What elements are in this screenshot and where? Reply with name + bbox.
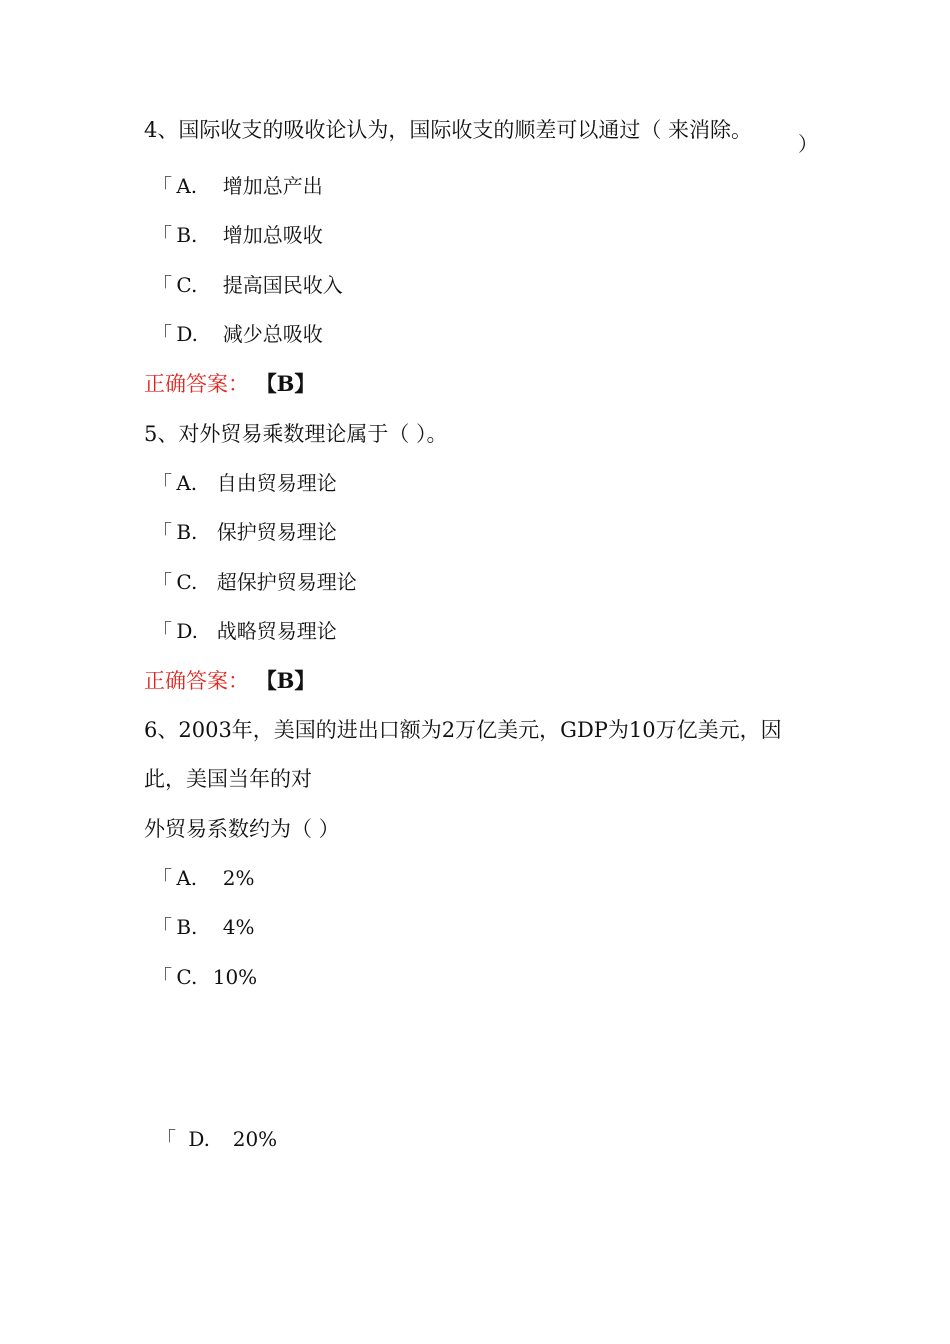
option-letter: C. [176,965,198,989]
option-5a[interactable] [152,469,337,497]
option-text: 超保护贸易理论 [216,570,357,594]
option-letter: A. [176,471,198,495]
option-bracket: 「 [152,174,172,198]
option-4a[interactable] [152,172,323,200]
option-4b[interactable] [152,221,323,249]
question-4-stem: 4、国际收支的吸收论认为，国际收支的顺差可以通过（ 来消除。 [144,118,753,142]
option-5b[interactable] [152,518,337,546]
option-text: 战略贸易理论 [216,619,337,643]
option-bracket: 「 [152,273,172,297]
option-text: 4% [222,915,255,939]
answer-4 [144,370,315,398]
option-bracket: 「 [152,223,172,247]
option-text: 20% [232,1127,278,1151]
option-6a[interactable] [152,864,254,892]
answer-5 [144,667,315,695]
answer-value: 【B】 [255,371,316,396]
option-bracket: 「 [152,915,172,939]
option-bracket: 「 [152,520,172,544]
option-text: 保护贸易理论 [216,520,337,544]
option-4c[interactable] [152,271,343,299]
option-letter: B. [176,520,198,544]
option-bracket: 「 [156,1127,176,1151]
question-4-closing-paren: ） [798,132,818,156]
option-text: 10% [212,965,258,989]
option-letter: D. [188,1127,211,1151]
option-5c[interactable] [152,568,357,596]
option-text: 减少总吸收 [222,322,323,346]
option-letter: C. [176,273,198,297]
option-letter: B. [176,915,198,939]
answer-label: 正确答案： [144,372,249,396]
option-letter: D. [176,322,199,346]
option-bracket: 「 [152,570,172,594]
option-4d[interactable] [152,320,323,348]
option-bracket: 「 [152,471,172,495]
answer-value: 【B】 [255,668,316,693]
option-letter: D. [176,619,199,643]
option-text: 增加总吸收 [222,223,323,247]
option-bracket: 「 [152,322,172,346]
question-6-stem-line3: 外贸易系数约为（ ） [144,817,340,841]
option-letter: A. [176,866,198,890]
option-bracket: 「 [152,619,172,643]
option-letter: B. [176,223,198,247]
option-6d[interactable] [156,1125,277,1153]
question-6-stem-line2: 此，美国当年的对 [144,767,312,791]
option-6b[interactable] [152,913,254,941]
option-text: 2% [222,866,255,890]
answer-label: 正确答案： [144,669,249,693]
question-5-stem: 5、对外贸易乘数理论属于（ ）。 [144,422,448,446]
option-letter: C. [176,570,198,594]
question-6-stem-line1: 6、2003年，美国的进出口额为2万亿美元，GDP为10万亿美元，因 [144,718,782,742]
option-6c[interactable] [152,963,257,991]
option-text: 自由贸易理论 [216,471,337,495]
option-bracket: 「 [152,965,172,989]
option-text: 增加总产出 [222,174,323,198]
option-letter: A. [176,174,198,198]
option-bracket: 「 [152,866,172,890]
option-text: 提高国民收入 [222,273,343,297]
option-5d[interactable] [152,617,337,645]
